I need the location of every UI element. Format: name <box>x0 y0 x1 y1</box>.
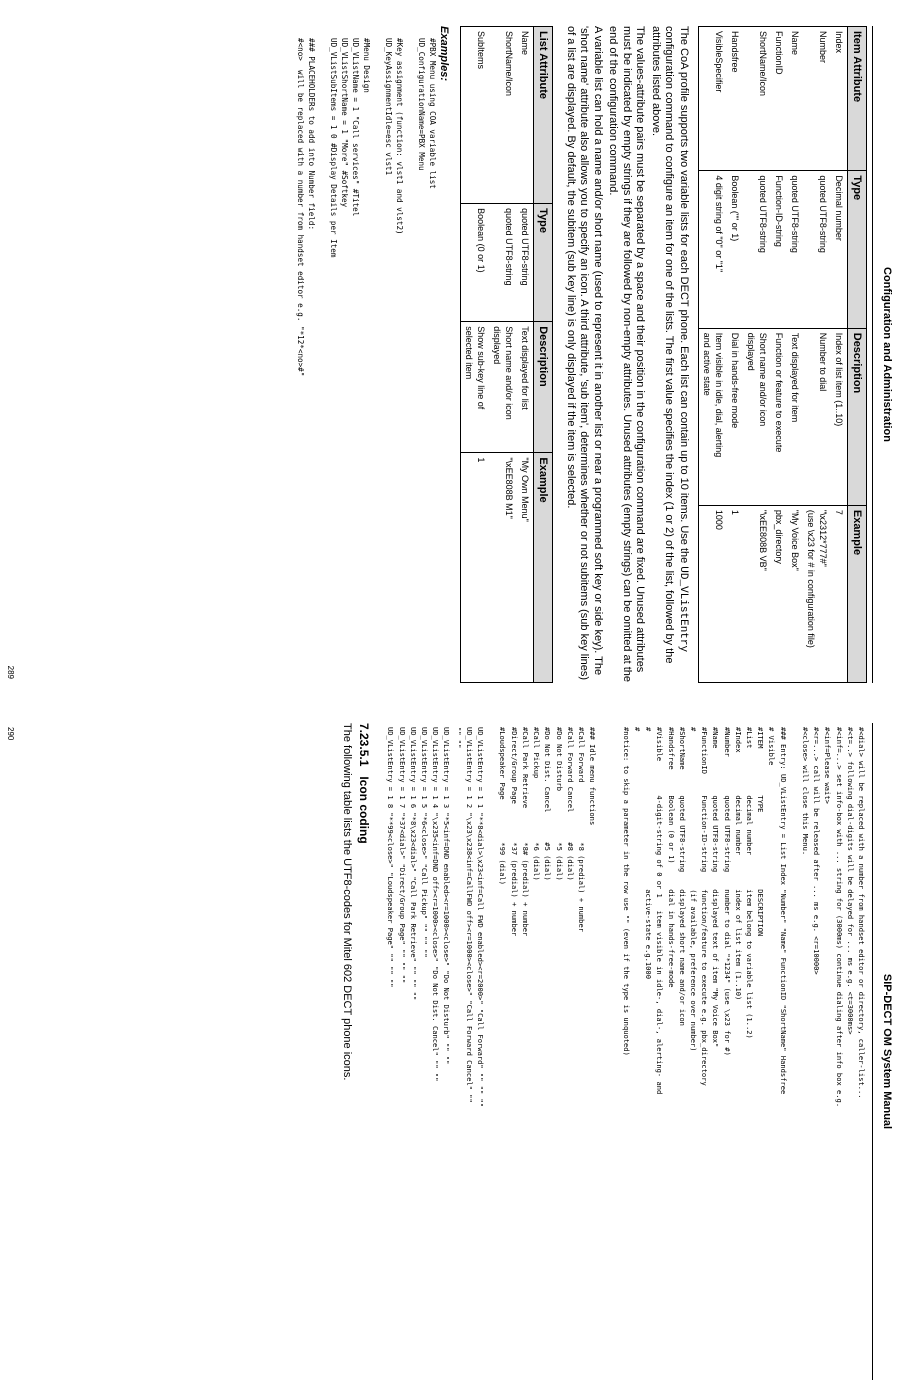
table-cell: ShortName/Icon <box>743 27 771 171</box>
page-number: 290 <box>6 727 15 741</box>
table-cell: Handsfree <box>727 27 743 171</box>
section-title: Icon coding <box>357 776 372 844</box>
item-attribute-table <box>698 26 867 683</box>
table-cell: "My Voice Box" <box>787 505 803 682</box>
table-cell: Text displayed for list <box>518 322 535 453</box>
table-row <box>771 27 787 683</box>
code-example: #PBX Menu using COA variable list UD_ConfigurationName=PBX Menu #Key assignment (function: vlst1 and vlst2) UD_KeyAssignmentIdle=esc vlst1 #Menu Design UD_VListName = 1 "Call services" #Titel UD_VListShortName = 1 "More" #Softkey UD_VListSubItems = 1 0 #Display Details per Item ### PLACEHOLDERs to add into Number field: #<no> will be replaced with a number from handset editor e.g. "*12*<no>#" <box>296 38 438 377</box>
table-cell: Number to dial <box>803 328 831 505</box>
table-cell: Text displayed for item <box>787 328 803 505</box>
table-cell: FunctionID <box>771 27 787 171</box>
examples-heading: Examples: <box>438 26 451 82</box>
table-cell: Function-ID-string <box>771 171 787 328</box>
table-cell: quoted UTF8-string <box>490 204 518 322</box>
attribute-paragraph: The values-attribute pairs must be separated by a space and their position in the configuration command are fixed. Unused attributes must be indicated by empty strings if they are followed by non-empty attributes. Unused attributes (empty strings) can be omitted at the end of the configuration command. <box>607 26 647 683</box>
table-cell: Item visible in idle, dial, alerting and active state <box>699 328 728 505</box>
table-cell: Boolean (0 or 1) <box>461 204 490 322</box>
table-cell: pbx_directory <box>771 505 787 682</box>
table-row <box>699 27 728 683</box>
table-cell: Number <box>803 27 831 171</box>
table-cell: 1000 <box>699 505 728 682</box>
table-cell: 1 <box>461 453 490 683</box>
table-cell: 4 digit string of "0" or "1" <box>699 171 728 328</box>
table-row <box>518 27 535 683</box>
table-cell: Index of list item (1..10) <box>831 328 848 505</box>
table-cell: Show sub-key line of selected item <box>461 322 490 453</box>
table-row <box>787 27 803 683</box>
table-cell: quoted UTF8-string <box>743 171 771 328</box>
column-header: List Attribute <box>534 27 553 204</box>
table-cell: "\x2312*777#" (use \x23 for # in configuration file) <box>803 505 831 682</box>
table-cell: VisibleSpecifier <box>699 27 728 171</box>
table-row <box>831 27 848 683</box>
table-row <box>490 27 518 683</box>
section-text: The following table lists the UTF8-codes for Mitel 602 DECT phone icons. <box>341 723 354 1081</box>
column-header: Type <box>848 171 867 328</box>
table-cell: SubItems <box>461 27 490 204</box>
table-cell: Index <box>831 27 848 171</box>
column-header: Description <box>848 328 867 505</box>
section-heading <box>357 723 371 1380</box>
page-290 <box>0 697 901 1394</box>
table-row <box>727 27 743 683</box>
table-cell: "\xEE808B M1" <box>490 453 518 683</box>
table-cell: quoted UTF8-string <box>518 204 535 322</box>
table-row <box>743 27 771 683</box>
column-header: Type <box>534 204 553 322</box>
table-cell: ShortName/Icon <box>490 27 518 204</box>
intro-paragraph: The CoA profile supports two variable lists for each DECT phone. Each list can contain up to 10 items. Use the UD_VListEntry configuration command to configure an item for one of the lists. The first value specifies the index (1 or 2) of the list, followed by the attributes listed above. <box>650 26 690 664</box>
column-header: Item Attribute <box>848 27 867 171</box>
table-row <box>803 27 831 683</box>
table-cell: "My Own Menu" <box>518 453 535 683</box>
code-listing: #<dial> will be replaced with a number from handset editor or directory, caller-list... #<t=..> following dial-digits will be delayed for ... ms e.g. <t=3000ms> #<inf=...> set info-box with ... string for (3000ms) continue dialing after info box e.g. #<inf=Please wait> #<r=...> call will be released after ... ms e.g. <r=10000> #<close> will close this Menu. ### Entry: UD_VListEntry = List Index "Number" "Name" FunctionID "ShortName" Handsfree # Visible #ITEM TYPE DESCRIPTION #List decimal number item belong to variable list (1..2) #Index decimal number index of list item (1..10) #Number quoted UTF8-string number to dial "*1234" (use \x23 for #) #Name quoted UTF8-string displayed text of item "My Voice Box" #FunctionID Function-ID-string function/feature to execute e.g. pbx_directory # (if available, preference over number) #ShortName quoted UTF8-string displayed short name and/or icon #Handsfree Boolean (0 or 1) dial in hands-free-mode #Visible 4-digit-string of 0 or 1 item visible in idle-, dial-, alerting- and # active-state e.g.1000 # #notice: to skip a parameter in the row use "" (even if the type is unquoted) ### Idle menu functions #Call Forward *8 (predial) + number #Call Forward Cancel #8 (dial) #Do Not Disturb *5 (dial) #Do Not Dist. Cancel #5 (dial) #Call Pickup *6 (dial) #Call Park Retrieve *8# (predial) + number #Direct/Group Page *37 (predial) + number #Loudspeaker Page *99 (dial) UD_VListEntry = 1 1 "**8<dial>\x23<inf=Call FWD enabled><r=2000>" "Call Forward" "" "" "" UD_VListEntry = 1 2 "\x23\x238<inf=CallFWD off><r=1000><close>" "Call Forward Cancel" "" "" "" UD_VListEntry = 1 3 "*5<inf=DND enabled><r=1000><close>" "Do Not Disturb" "" "" UD_VListEntry = 1 4 "\x235<inf=DND off><r=1000><close>" "Do Not Dist. Cancel" "" "" UD_VListEntry = 1 5 "*6<close>" "Call Pickup" "" "" "" UD_VListEntry = 1 6 "*8\x23<dial>" "Call Park Retrieve" "" "" "" UD_VListEntry = 1 7 "*37<dial>" "Direct/Group Page" "" "" "" UD_VListEntry = 1 8 "**99<close>" "Loudspeaker Page" "" "" "" <box>386 727 866 1108</box>
section-number: 7.23.5.1 <box>357 723 372 767</box>
page-header: SIP-DECT OM System Manual <box>872 723 893 1380</box>
table-cell: Name <box>787 27 803 171</box>
table-cell: Boolean ("" or 1) <box>727 171 743 328</box>
table-cell: Name <box>518 27 535 204</box>
list-paragraph: A variable list can hold a name and/or short name (used to represent it in another list or near a programmed soft key or side key). The 'short name' attribute also allows you to specify an icon. A third attribute, 'sub item', determines whether or not subitems (sub key lines) of a list are displayed. By default, the subitem (sub key line) is only displayed if the item is selected. <box>565 26 604 681</box>
page-header: Configuration and Administration <box>872 26 893 683</box>
table-cell: quoted UTF8-string <box>787 171 803 328</box>
table-cell: 7 <box>831 505 848 682</box>
table-cell: Function or feature to execute <box>771 328 787 505</box>
table-cell: "\xEE808B VB" <box>743 505 771 682</box>
table-cell: Short name and/or icon displayed <box>490 322 518 453</box>
table-cell: Decimal number <box>831 171 848 328</box>
column-header: Description <box>534 322 553 453</box>
list-attribute-table <box>461 26 554 683</box>
table-row <box>461 27 490 683</box>
table-cell: quoted UTF8-string <box>803 171 831 328</box>
table-cell: 1 <box>727 505 743 682</box>
page-number: 289 <box>6 665 15 679</box>
table-cell: Short name and/or icon displayed <box>743 328 771 505</box>
column-header: Example <box>848 505 867 682</box>
table-cell: Dial in hands-free mode <box>727 328 743 505</box>
column-header: Example <box>534 453 553 683</box>
